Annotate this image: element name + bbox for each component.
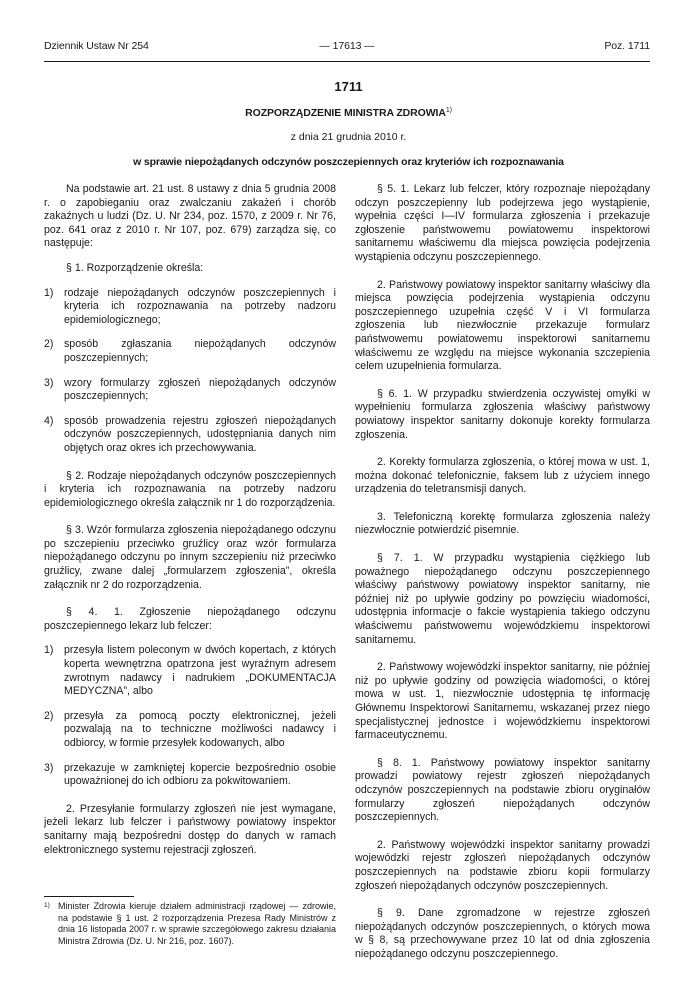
- section-4-1-intro: § 4. 1. Zgłoszenie niepożądanego odczynu poszczepiennego lekarz lub felczer:: [44, 606, 336, 632]
- item-text: przekazuje w zamkniętej kopercie bezpośrednio osobie upoważnionej do ich odbioru za pokwitowaniem.: [64, 761, 336, 788]
- item-number: 3): [44, 376, 54, 389]
- act-subject: w sprawie niepożądanych odczynów poszczepiennych oraz kryteriów ich rozpoznawania: [133, 156, 564, 168]
- section-2: § 2. Rodzaje niepożądanych odczynów poszczepiennych i kryteria ich rozpoznawania na potrzeby nadzoru epidemiologicznego określa załącznik nr 1 do rozporządzenia.: [44, 469, 336, 509]
- item-text: rodzaje niepożądanych odczynów poszczepiennych i kryteria ich rozpoznawania na potrzeby nadzoru epidemiologicznego;: [64, 286, 336, 326]
- act-number: 1711: [334, 79, 363, 94]
- preamble: Na podstawie art. 21 ust. 8 ustawy z dnia 5 grudnia 2008 r. o zapobieganiu oraz zwalczaniu zakażeń i chorób zakaźnych u ludzi (Dz. U. Nr 234, poz. 1570, z 2009 r. Nr 76, poz. 641 oraz z 2010 r. Nr 107, poz. 679) zarządza się, co następuje:: [44, 183, 336, 250]
- section-4-item: [44, 644, 336, 698]
- item-number: 3): [44, 761, 54, 774]
- journal-name: Dziennik Ustaw Nr 254: [44, 40, 149, 52]
- item-number: 4): [44, 414, 54, 427]
- section-1-item: [44, 377, 336, 404]
- section-6-2: 2. Korekty formularza zgłoszenia, o której mowa w ust. 1, można dokonać telefonicznie, faksem lub z użyciem innego urządzenia do teletransmisji danych.: [355, 456, 650, 496]
- section-5-1: § 5. 1. Lekarz lub felczer, który rozpoznaje niepożądany odczyn poszczepienny lub podejrzewa jego wystąpienie, wypełnia części I—IV formularza zgłoszenia i przekazuje zgłoszenie państwowemu powiatowemu inspektorowi sanitarnemu właściwemu dla miejsca powzięcia podejrzenia wystąpienia odczynu poszczepiennego.: [355, 183, 650, 263]
- section-6-3: 3. Telefoniczną korektę formularza zgłoszenia należy niezwłocznie potwierdzić pisemnie.: [355, 510, 650, 537]
- section-7-2: 2. Państwowy wojewódzki inspektor sanitarny, nie później niż po upływie godziny od powzięcia wiadomości, o której mowa w ust. 1, niezwłocznie udostępnia tę informację Głównemu Inspektorowi Sanitarnemu, wskazanej przez niego specjalistycznej jednostce i wojewódzkiemu inspektorowi farmaceutycznemu.: [355, 661, 650, 742]
- section-4-item: [44, 710, 336, 751]
- act-date: z dnia 21 grudnia 2010 r.: [290, 131, 407, 143]
- section-9: § 9. Dane zgromadzone w rejestrze zgłoszeń niepożądanych odczynów poszczepiennych, o których mowa w § 8, są przechowywane przez 10 lat od dnia zgłoszenia niepożądanego odczynu poszczepiennego.: [355, 907, 650, 960]
- position-number: Poz. 1711: [604, 40, 650, 52]
- header-divider: [44, 61, 650, 62]
- act-title-text: ROZPORZĄDZENIE MINISTRA ZDROWIA: [245, 107, 446, 119]
- section-1-item: [44, 338, 336, 365]
- footnote-reference[interactable]: 1): [445, 107, 452, 114]
- running-head: [44, 40, 650, 56]
- page-number: — 17613 —: [319, 40, 375, 52]
- item-number: 2): [44, 338, 54, 351]
- act-title: [0, 107, 697, 119]
- item-text: wzory formularzy zgłoszeń niepożądanych odczynów poszczepiennych;: [64, 376, 336, 403]
- section-4-item: [44, 762, 336, 789]
- section-4-2: 2. Przesyłanie formularzy zgłoszeń nie jest wymagane, jeżeli lekarz lub felczer i państwowy powiatowy inspektor sanitarny mają bezpośredni dostęp do danych w ramach elektronicznego systemu rejestracji zgłoszeń.: [44, 802, 336, 856]
- section-5-2: 2. Państwowy powiatowy inspektor sanitarny właściwy dla miejsca powzięcia podejrzenia wystąpienia odczynu poszczepiennego uzupełnia część V i VI formularza zgłoszenia lub niezwłocznie przekazuje formularz państwowemu powiatowemu inspektorowi sanitarnemu właściwemu ze względu na miejsce wykonania szczepienia celem uzupełnienia formularza.: [355, 278, 650, 373]
- item-text: przesyła za pomocą poczty elektronicznej, jeżeli pozwalają na to techniczne możliwości nadawcy i odbiorcy, w formie przesyłek kodowanych, albo: [64, 709, 336, 749]
- footnote: [44, 901, 336, 947]
- right-column: [355, 183, 650, 973]
- footnote-mark: 1): [44, 902, 50, 909]
- section-1-item: [44, 415, 336, 456]
- section-8-2: 2. Państwowy wojewódzki inspektor sanitarny prowadzi wojewódzki rejestr zgłoszeń niepożądanych odczynów poszczepiennych na podstawie zbioru kopii formularzy zgłoszeń niepożądanych odczynów poszczepiennych.: [355, 838, 650, 892]
- section-8-1: § 8. 1. Państwowy powiatowy inspektor sanitarny prowadzi powiatowy rejestr zgłoszeń niepożądanych odczynów poszczepiennych na podstawie zbioru oryginałów formularzy zgłoszeń niepożądanych odczynów poszczepiennych.: [355, 756, 650, 824]
- item-number: 1): [44, 286, 54, 299]
- section-7-1: § 7. 1. W przypadku wystąpienia ciężkiego lub poważnego niepożądanego odczynu poszczepiennego właściwy państwowy powiatowy inspektor sanitarny, nie później niż po upływie godziny po powzięciu wiadomości, udostępnia informacje o fakcie wystąpienia takiego odczynu właściwemu państwowemu wojewódzkiemu inspektorowi sanitarnemu.: [355, 552, 650, 646]
- section-3: § 3. Wzór formularza zgłoszenia niepożądanego odczynu po szczepieniu przeciwko gruźlicy oraz wzór formularza niepożądanego odczynu po innym szczepieniu niż przeciwko gruźlicy, zwane dalej „formularzem zgłoszenia”, określa załącznik nr 2 do rozporządzenia.: [44, 524, 336, 591]
- item-text: sposób prowadzenia rejestru zgłoszeń niepożądanych odczynów poszczepiennych, udostępniania danych nim objętych oraz okres ich przechowywania.: [64, 414, 336, 454]
- item-text: przesyła listem poleconym w dwóch kopertach, z których koperta wewnętrzna opatrzona jest wyraźnym adresem zwrotnym nadawcy i nadrukiem „DOKUMENTACJA MEDYCZNA”, albo: [64, 644, 336, 698]
- footnote-text: Minister Zdrowia kieruje działem administracji rządowej — zdrowie, na podstawie § 1 ust. 2 rozporządzenia Prezesa Rady Ministrów z dnia 16 listopada 2007 r. w sprawie szczegółowego zakresu działania Ministra Zdrowia (Dz. U. Nr 216, poz. 1607).: [58, 901, 336, 946]
- footnote-divider: [44, 896, 134, 897]
- left-column: [44, 183, 336, 868]
- item-number: 2): [44, 709, 54, 722]
- item-number: 1): [44, 644, 54, 657]
- section-1-intro: § 1. Rozporządzenie określa:: [66, 261, 204, 274]
- section-6-1: § 6. 1. W przypadku stwierdzenia oczywistej omyłki w wypełnieniu formularza zgłoszenia właściwy państwowy powiatowy inspektor sanitarny dokonuje korekty formularza zgłoszenia.: [355, 387, 650, 441]
- section-1-item: [44, 287, 336, 328]
- item-text: sposób zgłaszania niepożądanych odczynów poszczepiennych;: [64, 338, 336, 364]
